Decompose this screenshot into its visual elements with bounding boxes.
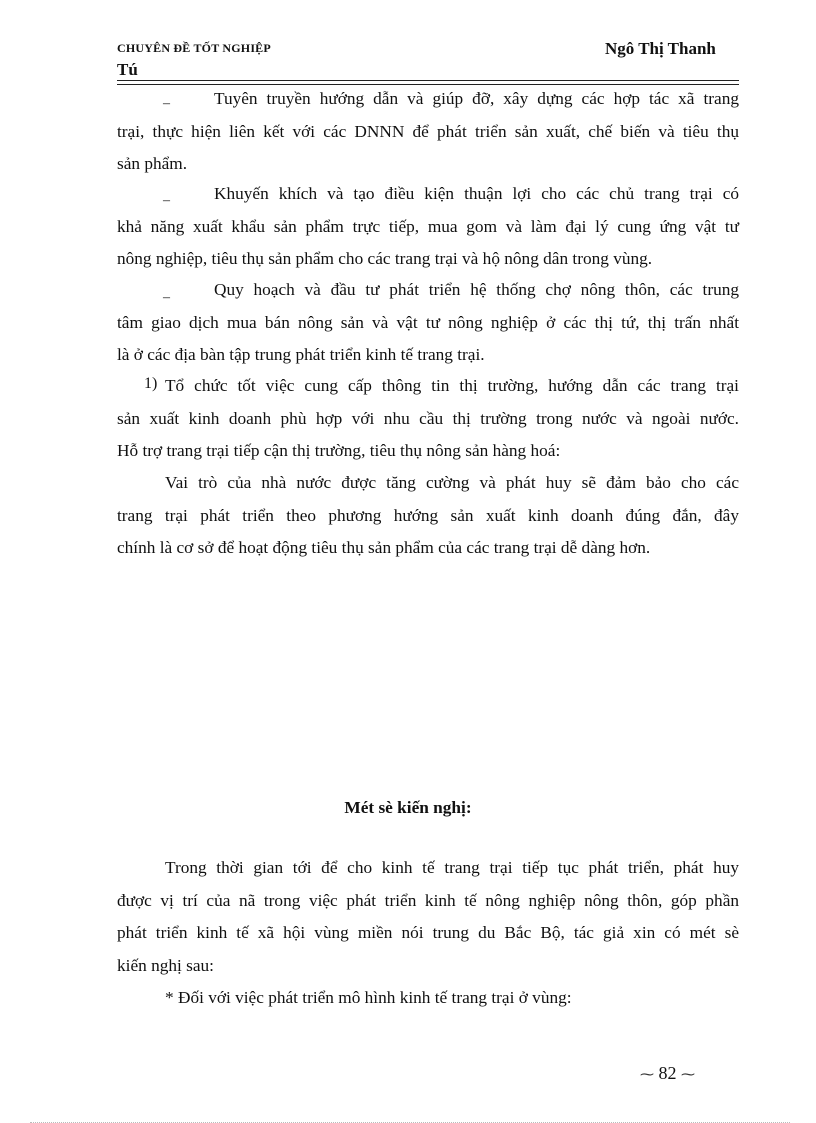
text-line: được vị trí của nã trong việc phát triển kinh tế nông nghiệp nông thôn, góp phần	[117, 890, 739, 910]
bullet-item-3	[117, 274, 739, 372]
text-line: Hỗ trợ trang trại tiếp cận thị trường, tiêu thụ nông sản hàng hoá:	[117, 441, 561, 460]
text-line: Khuyến khích và tạo điều kiện thuận lợi cho các chủ trang trại có	[214, 184, 739, 203]
text-line: trại, thực hiện liên kết với các DNNN để phát triển sản xuất, chế biến và tiêu thụ	[117, 121, 739, 141]
ornament-left-icon: ⁓	[640, 1068, 654, 1083]
text-line: trang trại phát triển theo phương hướng sản xuất kinh doanh đúng đắn, đây	[117, 505, 739, 525]
text-line: sản phẩm.	[117, 154, 188, 173]
header-author: Ngô Thị Thanh	[605, 39, 716, 58]
text-line: Tổ chức tốt việc cung cấp thông tin thị trường, hướng dẫn các trang trại	[165, 376, 739, 395]
text-line: sản xuất kinh doanh phù hợp với nhu cầu thị trường trong nước và ngoài nước.	[117, 408, 739, 428]
bullet-dash: –	[163, 193, 170, 208]
text-line: Tuyên truyền hướng dẫn và giúp đỡ, xây dựng các hợp tác xã trang	[214, 89, 739, 108]
list-number-marker: 1)	[144, 375, 158, 392]
text-line: khả năng xuất khẩu sản phẩm trực tiếp, mua gom và làm đại lý cung ứng vật tư	[117, 216, 739, 236]
text-line: là ở các địa bàn tập trung phát triển kinh tế trang trại.	[117, 345, 485, 364]
numbered-item-1	[117, 370, 739, 468]
text-line: Quy hoạch và đầu tư phát triển hệ thống chợ nông thôn, các trung	[214, 280, 739, 299]
sub-item	[117, 982, 739, 1015]
text-line: Trong thời gian tới để cho kinh tế trang trại tiếp tục phát triển, phát huy	[165, 858, 739, 877]
text-line: chính là cơ sở để hoạt động tiêu thụ sản phẩm của các trang trại dễ dàng hơn.	[117, 538, 651, 557]
text-line: kiến nghị sau:	[117, 955, 214, 975]
bullet-dash: –	[163, 290, 170, 305]
text-line: nông nghiệp, tiêu thụ sản phẩm cho các trang trại và hộ nông dân trong vùng.	[117, 249, 653, 268]
bullet-dash: –	[163, 96, 170, 111]
page-number: 82	[658, 1063, 677, 1083]
section-title: Mét sè kiến nghị:	[344, 798, 472, 817]
intro-paragraph	[117, 852, 739, 982]
header-author-surname-wrap: Tú	[117, 60, 138, 79]
header-rule-thick	[117, 80, 739, 81]
role-paragraph	[117, 467, 739, 565]
text-line: phát triển kinh tế xã hội vùng miền nói trung du Bắc Bộ, tác giả xin có mét sè	[117, 923, 739, 942]
header-title: CHUYÊN ĐỀ TỐT NGHIỆP	[117, 41, 271, 55]
ornament-right-icon: ⁓	[681, 1068, 695, 1083]
page-footer	[640, 1063, 695, 1084]
bullet-item-1	[117, 83, 739, 181]
bullet-item-2	[117, 178, 739, 276]
text-line: * Đối với việc phát triển mô hình kinh tế trang trại ở vùng:	[165, 988, 572, 1007]
text-line: tâm giao dịch mua bán nông sản và vật tư nông nghiệp ở các thị tứ, thị trấn nhất	[117, 312, 739, 332]
text-line: Vai trò của nhà nước được tăng cường và phát huy sẽ đảm bảo cho các	[165, 473, 739, 492]
